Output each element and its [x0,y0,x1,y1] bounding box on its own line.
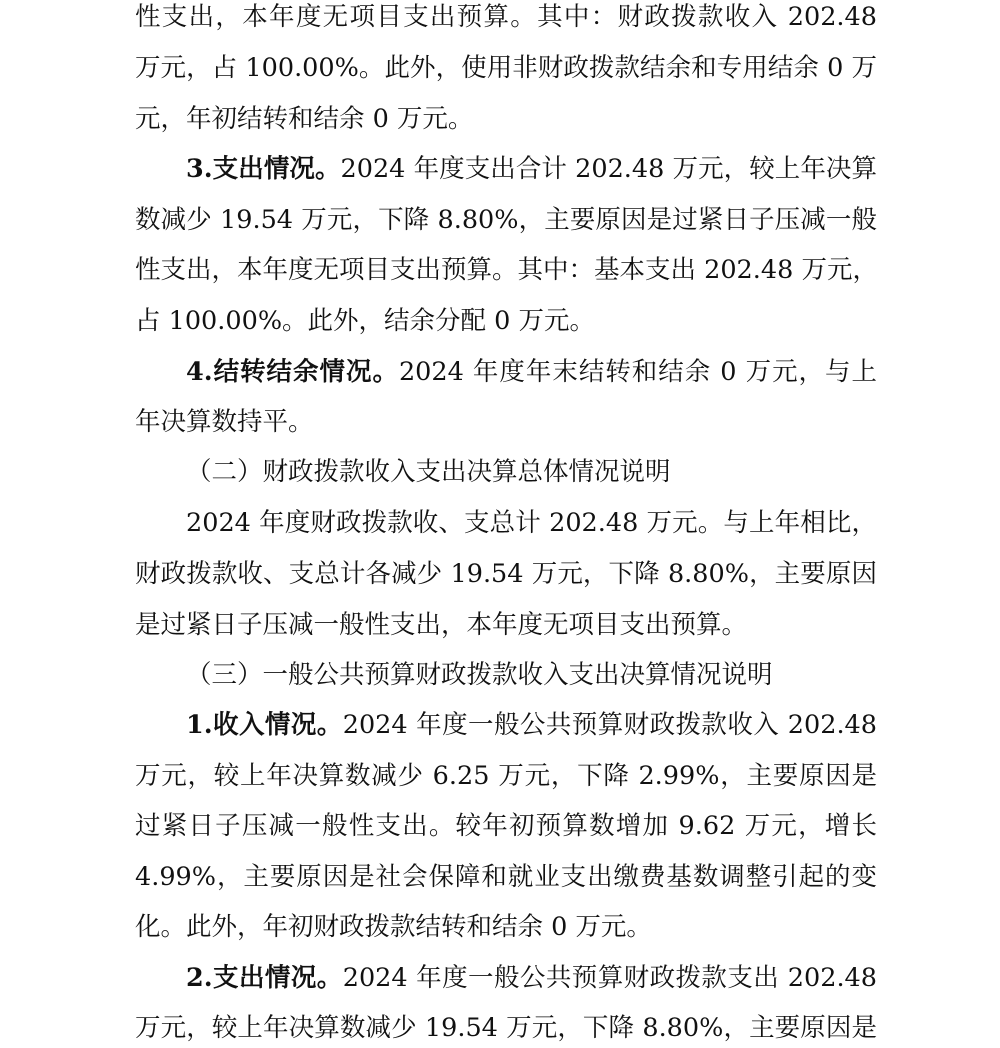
text-line: 2024 年度财政拨款收、支总计 202.48 万元。与上年相比， [186,508,877,538]
text-line: 财政拨款收、支总计各减少 19.54 万元，下降 8.80%，主要原因 [135,559,877,589]
section-label-expense-2: 2.支出情况。 [186,963,343,993]
paragraph-first-line [186,352,877,392]
text-line: 数减少 19.54 万元，下降 8.80%，主要原因是过紧日子压减一般 [135,205,877,235]
text-line: 性支出，本年度无项目支出预算。其中：基本支出 202.48 万元， [135,255,878,285]
text-line: 万元，较上年决算数减少 6.25 万元，下降 2.99%，主要原因是 [135,761,877,791]
text-line: 占 100.00%。此外，结余分配 0 万元。 [135,306,595,336]
paragraph-first-line [186,958,877,998]
text-line: 年决算数持平。 [135,407,314,437]
text-span: 2024 年度一般公共预算财政拨款支出 202.48 [342,963,877,993]
text-line: 过紧日子压减一般性支出。较年初预算数增加 9.62 万元，增长 [135,811,877,841]
section-label-carryover-4: 4.结转结余情况。 [186,357,399,387]
section-heading-3: （三）一般公共预算财政拨款收入支出决算情况说明 [186,660,773,690]
text-line: 是过紧日子压减一般性支出，本年度无项目支出预算。 [135,610,748,640]
text-line: 万元，较上年决算数减少 19.54 万元，下降 8.80%，主要原因是 [135,1013,877,1043]
text-line: 性支出，本年度无项目支出预算。其中：财政拨款收入 202.48 [135,2,877,32]
text-line: 万元，占 100.00%。此外，使用非财政拨款结余和专用结余 0 万 [135,53,877,83]
text-span: 2024 年度一般公共预算财政拨款收入 202.48 [342,710,877,740]
section-heading-2: （二）财政拨款收入支出决算总体情况说明 [186,457,671,487]
paragraph-first-line [186,705,877,745]
paragraph-first-line [186,149,877,189]
text-span: 2024 年度支出合计 202.48 万元，较上年决算 [340,154,877,184]
text-line: 元，年初结转和结余 0 万元。 [135,104,474,134]
section-label-expense-3: 3.支出情况。 [186,154,341,184]
text-line: 化。此外，年初财政拨款结转和结余 0 万元。 [135,912,652,942]
text-line: 4.99%，主要原因是社会保障和就业支出缴费基数调整引起的变 [135,862,877,892]
section-label-income-1: 1.收入情况。 [186,710,343,740]
text-span: 2024 年度年末结转和结余 0 万元，与上 [398,357,877,387]
